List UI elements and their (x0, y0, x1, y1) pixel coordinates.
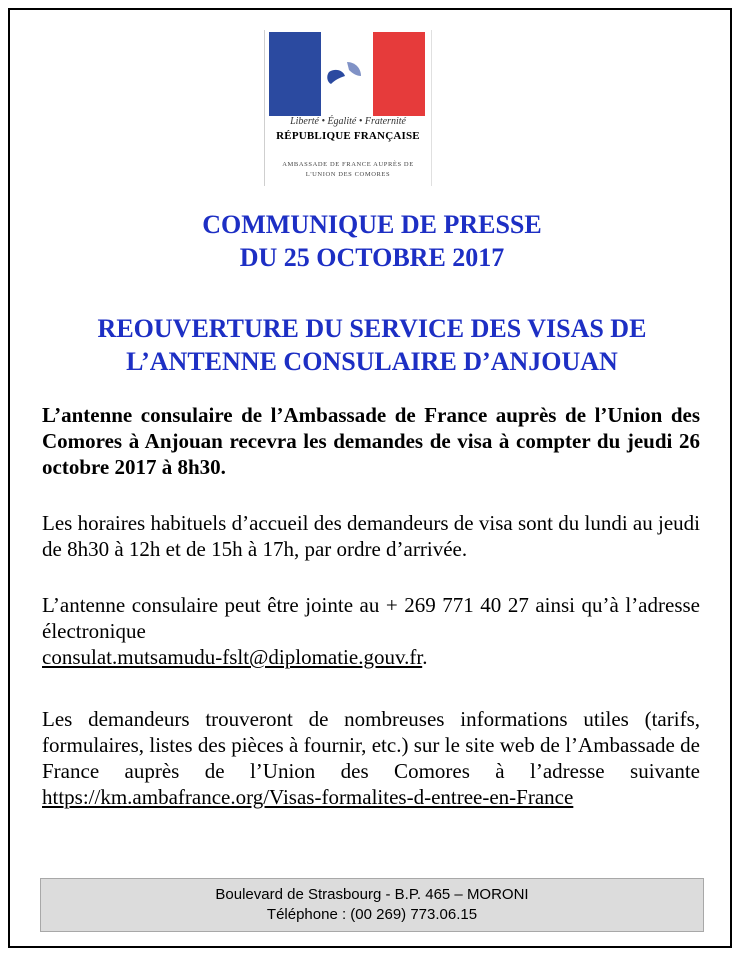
website-link[interactable]: https://km.ambafrance.org/Visas-formalites-d-entree-en-France (42, 785, 574, 809)
title-line-1: COMMUNIQUE DE PRESSE (202, 210, 542, 239)
footer-address: Boulevard de Strasbourg - B.P. 465 – MORONI (215, 886, 529, 903)
title-line-2: DU 25 OCTOBRE 2017 (239, 243, 505, 272)
subtitle-line-1: REOUVERTURE DU SERVICE DES VISAS DE (97, 314, 647, 343)
marianne-flag-icon (269, 32, 425, 116)
footer-box (40, 878, 704, 932)
press-release-title (20, 208, 724, 274)
press-release-subtitle (20, 312, 724, 378)
contact-text: L’antenne consulaire peut être jointe au + 269 771 40 27 ainsi qu’à l’adresse électronique (42, 593, 700, 643)
logo-embassy-label: AMBASSADE DE FRANCE AUPRÈS DE L'UNION DES COMORES (282, 161, 414, 178)
footer-phone: Téléphone : (00 269) 773.06.15 (266, 906, 478, 923)
contact-paragraph (42, 592, 700, 670)
hours-paragraph: Les horaires habituels d’accueil des demandeurs de visa sont du lundi au jeudi de 8h30 à 12h et de 15h à 17h, par ordre d’arrivée. (42, 511, 700, 561)
republique-francaise-logo (264, 30, 432, 186)
logo-republique-label: RÉPUBLIQUE FRANÇAISE (276, 130, 420, 142)
info-paragraph (42, 706, 700, 810)
subtitle-line-2: L’ANTENNE CONSULAIRE D’ANJOUAN (126, 347, 618, 376)
announcement-paragraph: L’antenne consulaire de l’Ambassade de France auprès de l’Union des Comores à Anjouan recevra les demandes de visa à compter du jeudi 26 octobre 2017 à 8h30. (42, 403, 700, 479)
info-text: Les demandeurs trouveront de nombreuses informations utiles (tarifs, formulaires, listes des pièces à fournir, etc.) sur le site web de l’Ambassade de France auprès de l’Union des Comores à l’adresse suivante (42, 707, 700, 783)
logo-motto: Liberté • Égalité • Fraternité (290, 116, 406, 127)
email-link[interactable]: consulat.mutsamudu-fslt@diplomatie.gouv.fr (42, 645, 423, 669)
contact-period: . (422, 645, 428, 669)
